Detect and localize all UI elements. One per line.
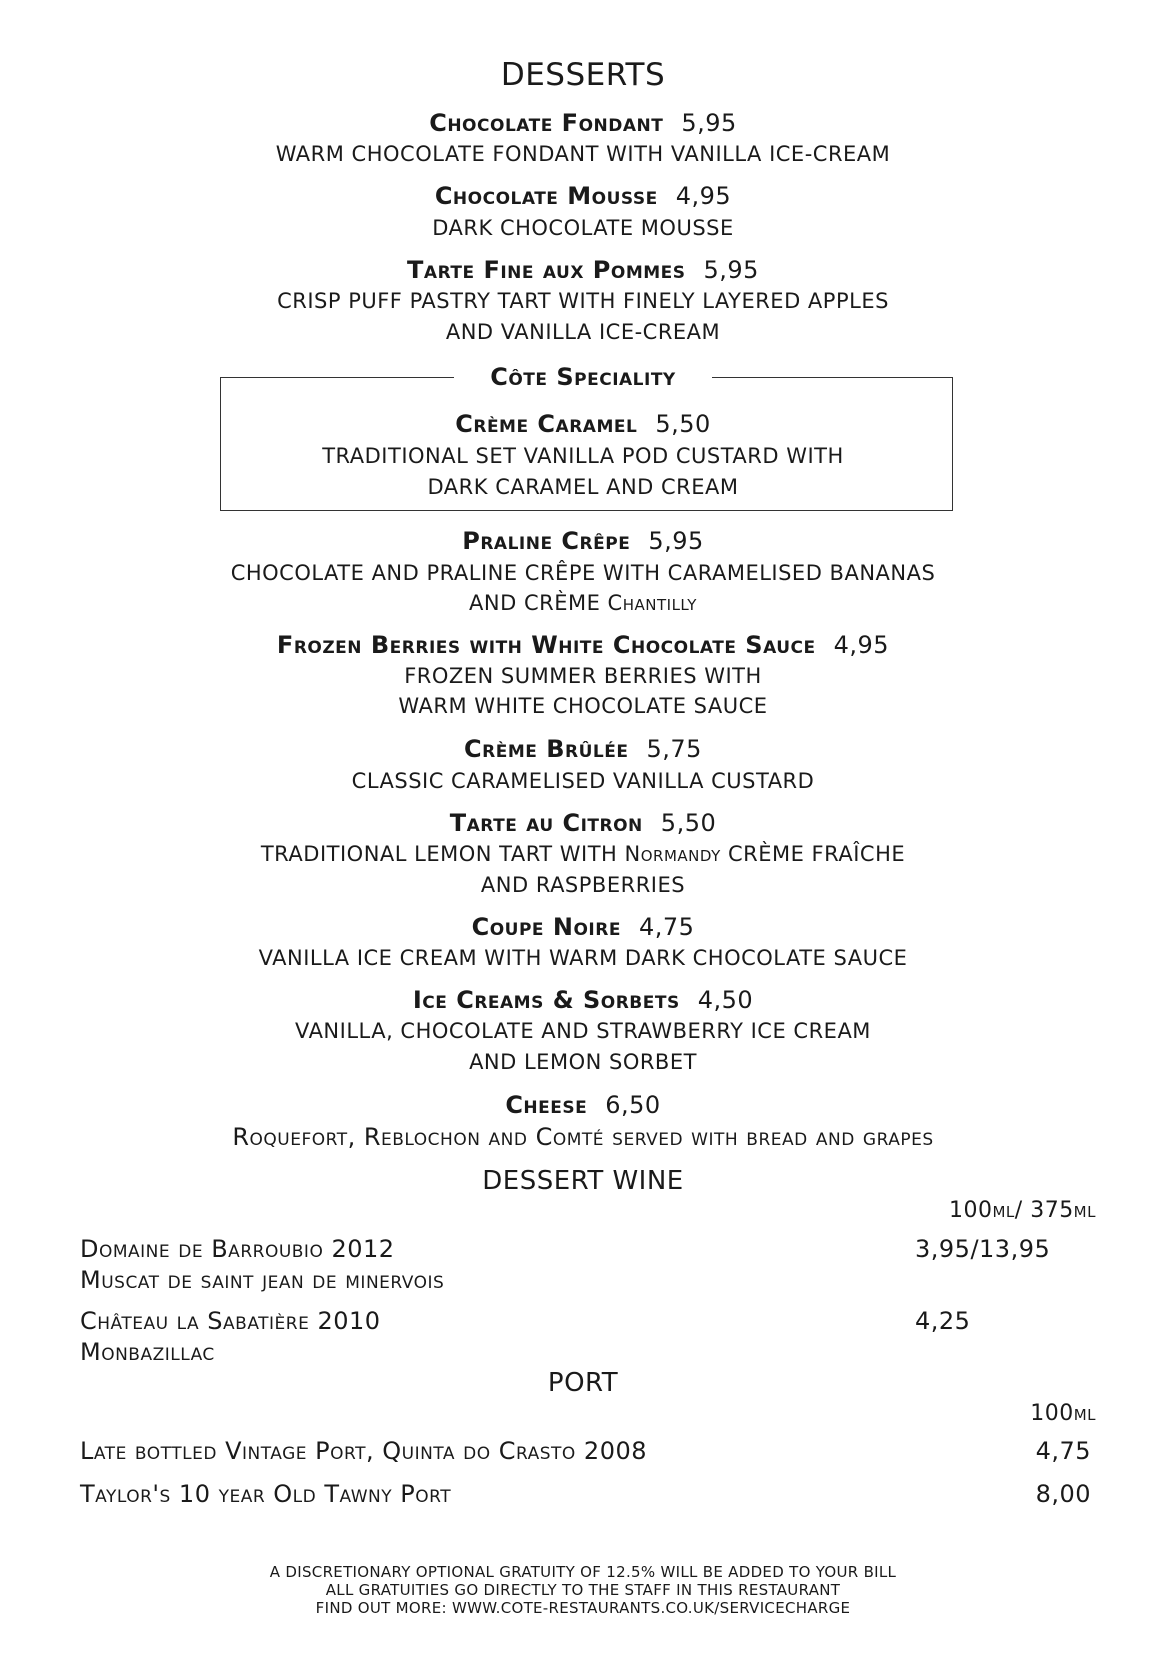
dessert-description: WARM WHITE CHOCOLATE SAUCE <box>398 694 768 718</box>
wine-subtitle: Monbazillac <box>80 1338 215 1366</box>
dessert-description-text: TRADITIONAL LEMON TART WITH Normandy CRÈME FRAÎCHE <box>260 842 906 866</box>
dessert-price: 5,95 <box>681 109 737 137</box>
port-name: Taylor's 10 year Old Tawny Port <box>80 1480 452 1508</box>
dessert-title <box>0 631 1166 659</box>
dessert-name: Cheese <box>505 1091 588 1119</box>
dessert-wine-heading: DESSERT WINE <box>482 1166 684 1196</box>
page-title: DESSERTS <box>500 57 666 93</box>
dessert-description: FROZEN SUMMER BERRIES WITH <box>404 664 762 688</box>
speciality-label-text: Côte Speciality <box>454 363 712 391</box>
dessert-description: CRISP PUFF PASTRY TART WITH FINELY LAYERED APPLES <box>277 289 889 313</box>
dessert-name: Tarte au Citron <box>449 809 643 837</box>
dessert-price: 5,95 <box>648 527 704 555</box>
port-name: Late bottled Vintage Port, Quinta do Crasto 2008 <box>80 1437 647 1465</box>
dessert-title <box>0 527 1166 555</box>
dessert-description: CHOCOLATE AND PRALINE CRÊPE WITH CARAMELISED BANANAS <box>230 561 936 585</box>
wine-subtitle: Muscat de saint jean de minervois <box>80 1266 445 1294</box>
dessert-name: Tarte Fine aux Pommes <box>407 256 686 284</box>
dessert-price: 5,50 <box>655 410 711 438</box>
speciality-title <box>0 410 1166 438</box>
wine-name: Domaine de Barroubio 2012 <box>80 1235 395 1263</box>
gratuity-notice: ALL GRATUITIES GO DIRECTLY TO THE STAFF IN THIS RESTAURANT <box>325 1581 841 1599</box>
dessert-title <box>0 986 1166 1014</box>
speciality-description: DARK CARAMEL AND CREAM <box>427 475 739 499</box>
dessert-description: DARK CHOCOLATE MOUSSE <box>432 216 734 240</box>
dessert-description: VANILLA ICE CREAM WITH WARM DARK CHOCOLATE SAUCE <box>258 946 908 970</box>
dessert-name: Ice Creams & Sorbets <box>412 986 680 1014</box>
dessert-title <box>0 809 1166 837</box>
dessert-title <box>0 256 1166 284</box>
dessert-price: 5,75 <box>646 735 702 763</box>
dessert-title <box>0 182 1166 210</box>
wine-price: 3,95/13,95 <box>915 1235 1051 1263</box>
dessert-price: 5,50 <box>660 809 717 837</box>
dessert-description: AND LEMON SORBET <box>469 1050 697 1074</box>
dessert-name: Crème Caramel <box>455 410 638 438</box>
port-price: 8,00 <box>1035 1480 1091 1508</box>
dessert-name: Crème Brûlée <box>464 735 629 763</box>
dessert-price: 4,95 <box>675 182 732 210</box>
dessert-description: AND VANILLA ICE-CREAM <box>445 320 721 344</box>
dessert-description: AND RASPBERRIES <box>480 873 686 897</box>
wine-size-header: 100ml/ 375ml <box>949 1198 1096 1223</box>
dessert-description-text: Roquefort, Reblochon and Comté served with bread and grapes <box>232 1123 934 1151</box>
dessert-price: 6,50 <box>605 1091 661 1119</box>
dessert-name: Praline Crêpe <box>462 527 631 555</box>
dessert-description-text: AND CRÈME Chantilly <box>469 591 697 615</box>
dessert-name: Coupe Noire <box>471 913 621 941</box>
dessert-price: 4,50 <box>697 986 754 1014</box>
dessert-price: 5,95 <box>703 256 759 284</box>
dessert-description: WARM CHOCOLATE FONDANT WITH VANILLA ICE-CREAM <box>275 142 891 166</box>
dessert-description <box>0 591 1166 615</box>
dessert-name: Frozen Berries with White Chocolate Sauce <box>276 631 816 659</box>
gratuity-notice: A DISCRETIONARY OPTIONAL GRATUITY OF 12.5% WILL BE ADDED TO YOUR BILL <box>269 1563 897 1581</box>
speciality-description: TRADITIONAL SET VANILLA POD CUSTARD WITH <box>322 444 844 468</box>
dessert-title <box>0 109 1166 137</box>
port-size-header: 100ml <box>1030 1401 1096 1426</box>
dessert-price: 4,75 <box>638 913 695 941</box>
dessert-name: Chocolate Fondant <box>429 109 664 137</box>
dessert-title <box>0 913 1166 941</box>
wine-price: 4,25 <box>915 1307 971 1335</box>
service-charge-link[interactable]: FIND OUT MORE: WWW.COTE-RESTAURANTS.CO.UK/SERVICECHARGE <box>315 1599 851 1617</box>
dessert-description: VANILLA, CHOCOLATE AND STRAWBERRY ICE CREAM <box>295 1019 871 1043</box>
wine-name: Château la Sabatière 2010 <box>80 1307 381 1335</box>
dessert-description <box>0 1123 1166 1151</box>
dessert-title <box>0 735 1166 763</box>
dessert-title <box>0 1091 1166 1119</box>
port-heading: PORT <box>547 1368 619 1398</box>
dessert-description <box>0 842 1166 866</box>
port-price: 4,75 <box>1035 1437 1091 1465</box>
speciality-label <box>0 363 1166 391</box>
dessert-description: CLASSIC CARAMELISED VANILLA CUSTARD <box>351 769 815 793</box>
dessert-price: 4,95 <box>833 631 890 659</box>
dessert-name: Chocolate Mousse <box>434 182 658 210</box>
